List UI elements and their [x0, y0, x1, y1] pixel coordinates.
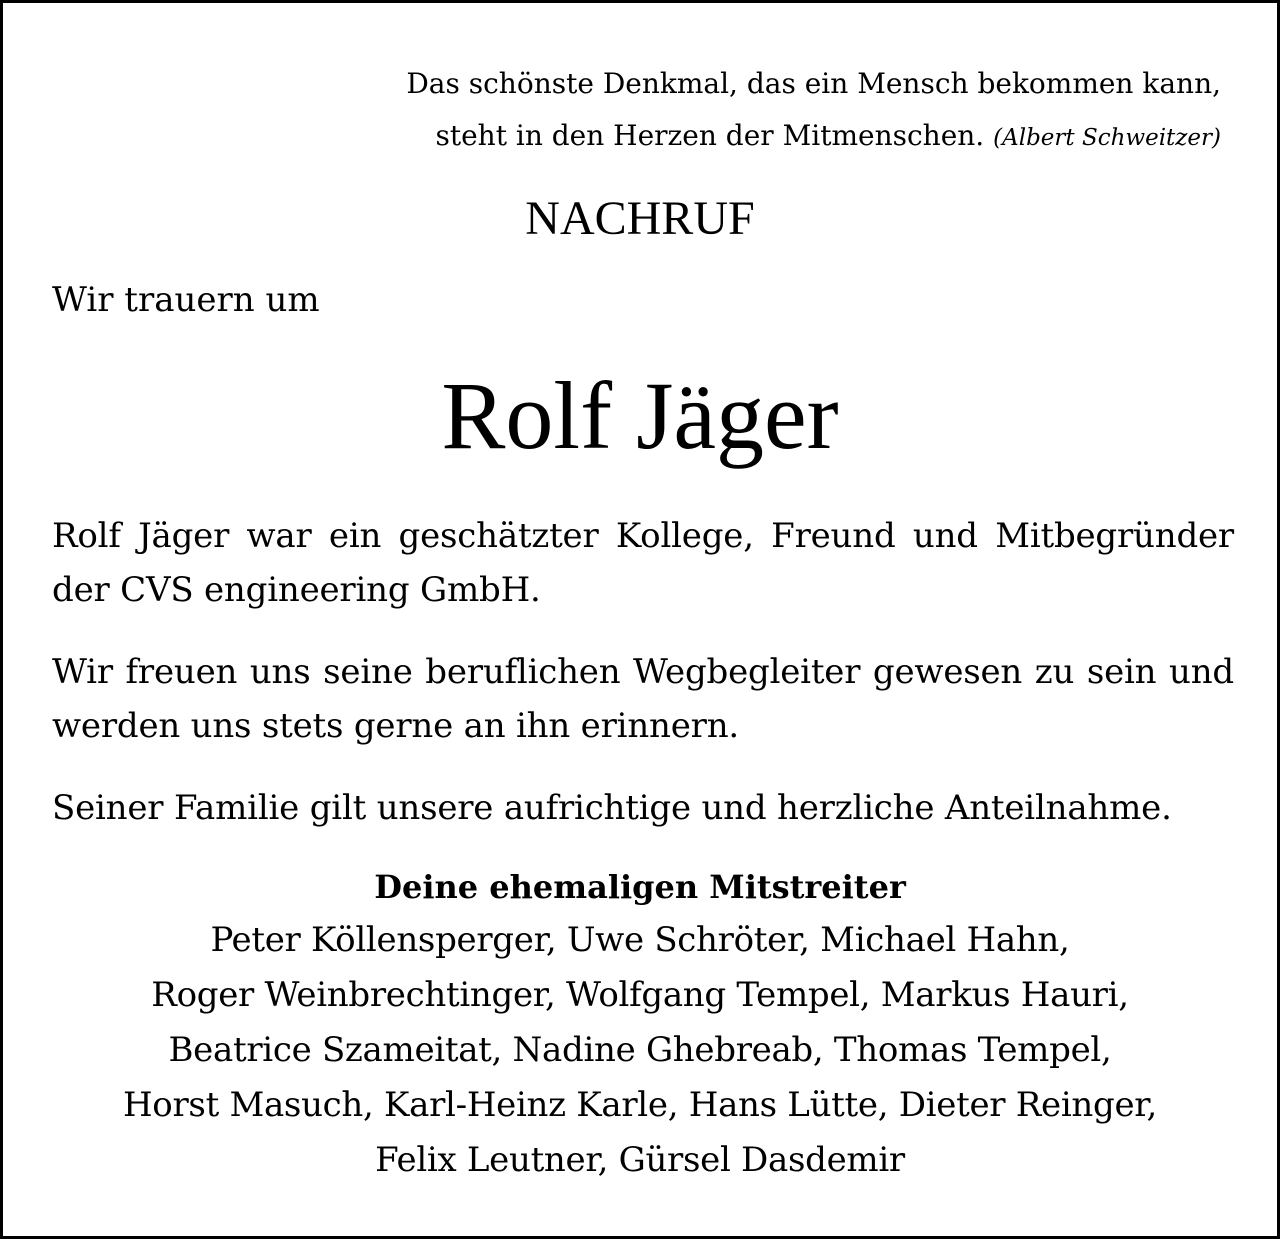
signatory-line: Peter Köllensperger, Uwe Schröter, Michael Hahn, [210, 920, 1070, 960]
signatory-line: Roger Weinbrechtinger, Wolfgang Tempel, Markus Hauri, [151, 975, 1129, 1015]
quote-author: (Albert Schweitzer) [993, 125, 1221, 151]
intro-text: Wir trauern um [52, 280, 320, 320]
paragraph-colleague: Rolf Jäger war ein geschätzter Kollege, Freund und Mitbegründer der CVS engineering GmbH. [52, 516, 1234, 610]
deceased-name: Rolf Jäger [441, 362, 839, 469]
notice-heading: NACHRUF [525, 192, 755, 245]
paragraph-condolence: Seiner Familie gilt unsere aufrichtige und herzliche Anteilnahme. [52, 788, 1172, 828]
signatory-line: Beatrice Szameitat, Nadine Ghebreab, Thomas Tempel, [168, 1030, 1112, 1070]
epigraph-quote [406, 58, 1221, 164]
signatory-names [3, 913, 1277, 1188]
signature-heading: Deine ehemaligen Mitstreiter [374, 868, 906, 906]
signatory-line: Horst Masuch, Karl-Heinz Karle, Hans Lütte, Dieter Reinger, [122, 1085, 1158, 1125]
signatory-line: Felix Leutner, Gürsel Dasdemir [375, 1140, 905, 1180]
quote-line-2-text: steht in den Herzen der Mitmenschen. [435, 119, 985, 152]
signature-block [3, 861, 1277, 1188]
paragraph-companions: Wir freuen uns seine beruflichen Wegbegleiter gewesen zu sein und werden uns stets gerne an ihn erinnern. [52, 652, 1234, 746]
quote-line-2 [406, 110, 1221, 164]
quote-line-1: Das schönste Denkmal, das ein Mensch bekommen kann, [406, 67, 1221, 100]
